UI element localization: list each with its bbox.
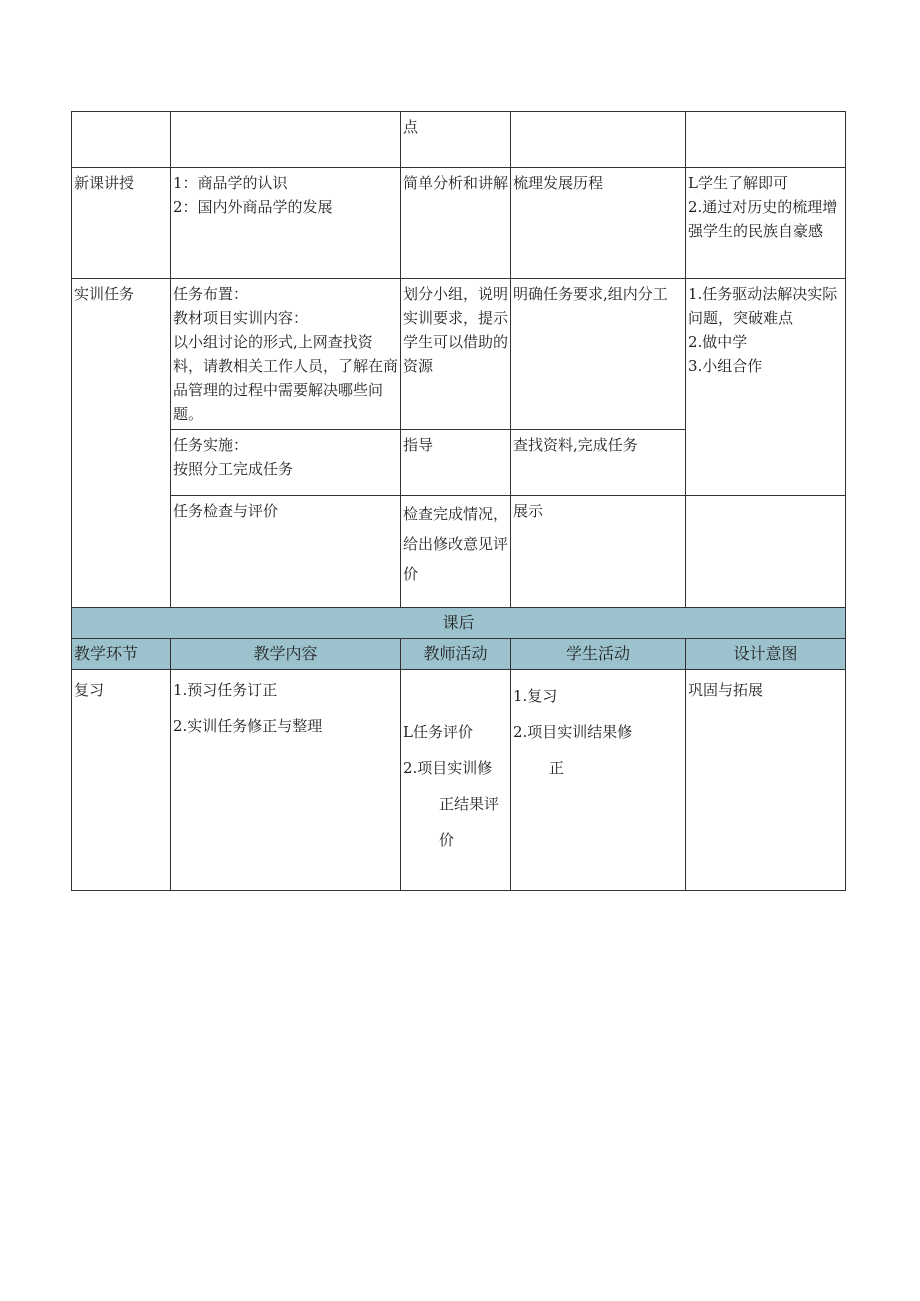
design-intent-cell: 1.任务驱动法解决实际问题，突破难点 2.做中学 3.小组合作 (686, 279, 846, 496)
cell-empty (511, 112, 686, 168)
cell-empty (171, 112, 401, 168)
header-student: 学生活动 (511, 639, 686, 670)
after-class-banner-row (72, 608, 846, 639)
teacher-activity-cell: 点 (401, 112, 511, 168)
review-row (72, 670, 846, 891)
teacher-activity-cell: 简单分析和讲解 (401, 168, 511, 279)
new-lesson-row (72, 168, 846, 279)
content-cell: 1：商品学的认识 2：国内外商品学的发展 (171, 168, 401, 279)
header-intent: 设计意图 (686, 639, 846, 670)
student-activity-cell: 查找资料,完成任务 (511, 430, 686, 496)
design-intent-cell: 巩固与拓展 (686, 670, 846, 891)
content-cell: 任务布置： 教材项目实训内容： 以小组讨论的形式,上网查找资料，请教相关工作人员，了解在商品管理的过程中需要解决哪些问题。 (171, 279, 401, 430)
content-cell: 任务实施： 按照分工完成任务 (171, 430, 401, 496)
content-cell: 任务检查与评价 (171, 496, 401, 608)
student-line: 2.项目实训结果修 (513, 723, 633, 741)
content-cell (171, 670, 401, 891)
header-stage: 教学环节 (72, 639, 171, 670)
design-intent-cell: L学生了解即可 2.通过对历史的梳理增强学生的民族自豪感 (686, 168, 846, 279)
teacher-activity-cell: 指导 (401, 430, 511, 496)
teacher-line: L任务评价 (403, 723, 473, 741)
lesson-plan-table (71, 111, 846, 891)
student-activity-cell: 展示 (511, 496, 686, 608)
section-banner: 课后 (72, 608, 846, 639)
teacher-line: 价 (439, 831, 455, 849)
header-content: 教学内容 (171, 639, 401, 670)
student-line: 正 (549, 759, 565, 777)
teacher-line: 2.项目实训修 (403, 759, 493, 777)
cell-empty (686, 496, 846, 608)
training-check-row (72, 496, 846, 608)
content-line: 1.预习任务订正 (173, 681, 278, 699)
teacher-activity-cell: 检查完成情况，给出修改意见评价 (401, 496, 511, 608)
training-assign-row (72, 279, 846, 430)
student-activity-cell: 明确任务要求,组内分工 (511, 279, 686, 430)
student-activity-cell (511, 670, 686, 891)
student-line: 1.复习 (513, 687, 558, 705)
teacher-line: 正结果评 (439, 795, 500, 813)
teacher-activity-cell: 划分小组，说明实训要求，提示学生可以借助的资源 (401, 279, 511, 430)
content-line: 2.实训任务修正与整理 (173, 717, 323, 735)
stage-cell: 实训任务 (72, 279, 171, 608)
stage-cell: 新课讲授 (72, 168, 171, 279)
cell-empty (686, 112, 846, 168)
student-activity-cell: 梳理发展历程 (511, 168, 686, 279)
header-teacher: 教师活动 (401, 639, 511, 670)
stage-cell: 复习 (72, 670, 171, 891)
cell-empty (72, 112, 171, 168)
column-header-row (72, 639, 846, 670)
teacher-activity-cell (401, 670, 511, 891)
continuation-row (72, 112, 846, 168)
